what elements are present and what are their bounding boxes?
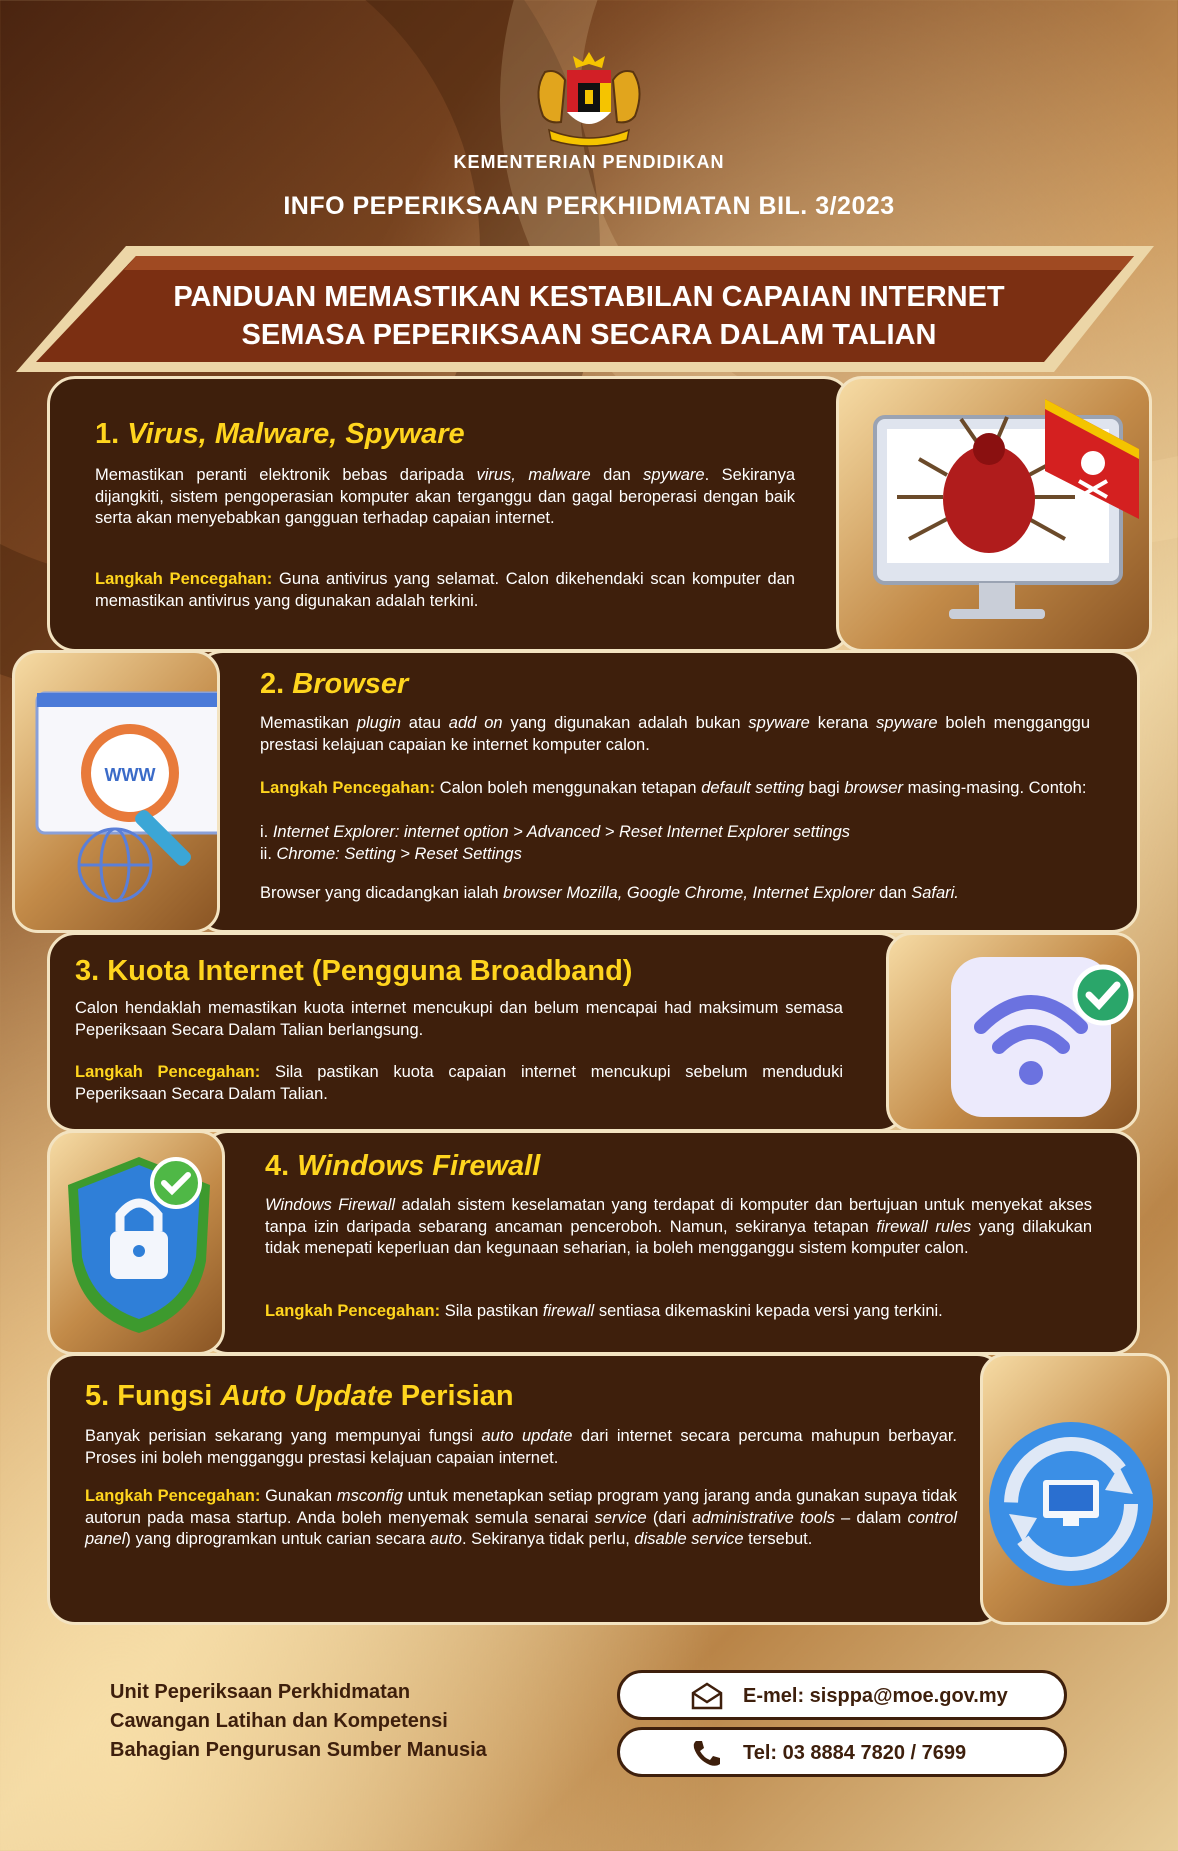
footer-unit-line-2: Cawangan Latihan dan Kompetensi xyxy=(110,1710,448,1732)
section-5-body: Banyak perisian sekarang yang mempunyai fungsi auto update dari internet secara percuma mahupun berbayar. Proses ini boleh mengganggu prestasi kelajuan capaian internet. xyxy=(85,1427,958,1467)
phone-contact[interactable] xyxy=(617,1727,1067,1777)
section-2-title-text: Browser xyxy=(292,668,409,700)
footer-unit-line-3: Bahagian Pengurusan Sumber Manusia xyxy=(110,1739,487,1761)
section-4-number: 4. xyxy=(265,1150,290,1182)
section-4-prevention: Langkah Pencegahan: Sila pastikan firewall sentiasa dikemaskini kepada versi yang terkini. xyxy=(265,1302,943,1320)
section-2-body: Memastikan plugin atau add on yang digunakan adalah bukan spyware kerana spyware boleh mengganggu prestasi kelajuan capaian ke internet komputer calon. xyxy=(260,714,1091,754)
browser-magnifier-icon xyxy=(15,653,220,933)
section-2-prevention: Langkah Pencegahan: Calon boleh menggunakan tetapan default setting bagi browser masing-masing. Contoh: xyxy=(260,779,1087,797)
section-3-title: 3. Kuota Internet (Pengguna Broadband) xyxy=(75,955,633,987)
auto-update-monitor-icon xyxy=(983,1356,1170,1625)
section-3-body: Calon hendaklah memastikan kuota internet mencukupi dan belum mencapai had maksimum semasa Peperiksaan Secara Dalam Talian berlangsung. xyxy=(75,999,843,1039)
virus-illustration xyxy=(836,376,1152,652)
banner-line-2: SEMASA PEPERIKSAAN SECARA DALAM TALIAN xyxy=(241,319,937,351)
ministry-name: KEMENTERIAN PENDIDIKAN xyxy=(453,152,725,172)
phone-icon xyxy=(690,1738,724,1768)
footer-unit-line-1: Unit Peperiksaan Perkhidmatan xyxy=(110,1681,411,1703)
auto-update-illustration xyxy=(980,1353,1170,1625)
info-title: INFO PEPERIKSAAN PERKHIDMATAN BIL. 3/2023 xyxy=(283,192,895,220)
phone-text[interactable]: Tel: 03 8884 7820 / 7699 xyxy=(743,1742,967,1764)
wifi-illustration xyxy=(886,932,1140,1132)
email-text[interactable]: E-mel: sisppa@moe.gov.my xyxy=(743,1685,1008,1707)
shield-lock-icon xyxy=(50,1133,225,1355)
section-4-title-text: Windows Firewall xyxy=(297,1150,541,1182)
section-2-example-2: ii. Chrome: Setting > Reset Settings xyxy=(260,845,522,863)
footer-unit xyxy=(110,1678,487,1765)
envelope-icon xyxy=(690,1681,724,1711)
section-4-title xyxy=(265,1150,540,1183)
firewall-illustration xyxy=(47,1130,225,1355)
section-1-title-text: Virus, Malware, Spyware xyxy=(127,418,465,450)
section-2-number: 2. xyxy=(260,668,285,700)
section-2-title xyxy=(260,668,408,701)
title-banner xyxy=(14,244,1164,376)
email-contact[interactable] xyxy=(617,1670,1067,1720)
section-1-number: 1. xyxy=(95,418,120,450)
section-5-title: 5. Fungsi Auto Update Perisian xyxy=(85,1380,514,1412)
section-1-body: Memastikan peranti elektronik bebas daripada virus, malware dan spyware. Sekiranya dijangkiti, sistem pengoperasian komputer akan terganggu dan gagal beroperasi dengan baik serta akan menyebabkan gangguan terhadap capaian internet. xyxy=(95,466,796,527)
section-5-prevention: Langkah Pencegahan: Gunakan msconfig untuk menetapkan setiap program yang jarang anda gunakan supaya tidak autorun pada masa startup. Anda boleh menyemak semula senarai service (dari administrative tools – dalam control panel) yang diprogramkan untuk carian secara auto. Sekiranya tidak perlu, disable service tersebut. xyxy=(85,1487,957,1548)
banner-line-1: PANDUAN MEMASTIKAN KESTABILAN CAPAIAN INTERNET xyxy=(173,281,1005,313)
section-1-title xyxy=(95,418,465,451)
wifi-check-icon xyxy=(889,935,1140,1132)
section-4-body: Windows Firewall adalah sistem keselamatan yang terdapat di komputer dan bertujuan untuk menyekat akses tanpa izin daripada sebarang ancaman penceroboh. Namun, sekiranya tetapan firewall rules yang dilakukan tidak menepati keperluan dan kegunaan seharian, ia boleh mengganggu sistem komputer calon. xyxy=(265,1196,1092,1257)
browser-illustration xyxy=(12,650,220,933)
coat-of-arms xyxy=(527,50,651,150)
section-3-prevention: Langkah Pencegahan: Sila pastikan kuota capaian internet mencukupi sebelum menduduki Peperiksaan Secara Dalam Talian. xyxy=(75,1063,843,1103)
monitor-bug-icon xyxy=(839,379,1152,652)
section-2-example-1: i. Internet Explorer: internet option > Advanced > Reset Internet Explorer settings xyxy=(260,823,851,841)
browser-www-label: WWW xyxy=(104,765,156,785)
section-2-recommendation: Browser yang dicadangkan ialah browser Mozilla, Google Chrome, Internet Explorer dan Safari. xyxy=(260,884,959,902)
section-1-prevention: Langkah Pencegahan: Guna antivirus yang selamat. Calon dikehendaki scan komputer dan memastikan antivirus yang digunakan adalah terkini. xyxy=(95,570,795,610)
